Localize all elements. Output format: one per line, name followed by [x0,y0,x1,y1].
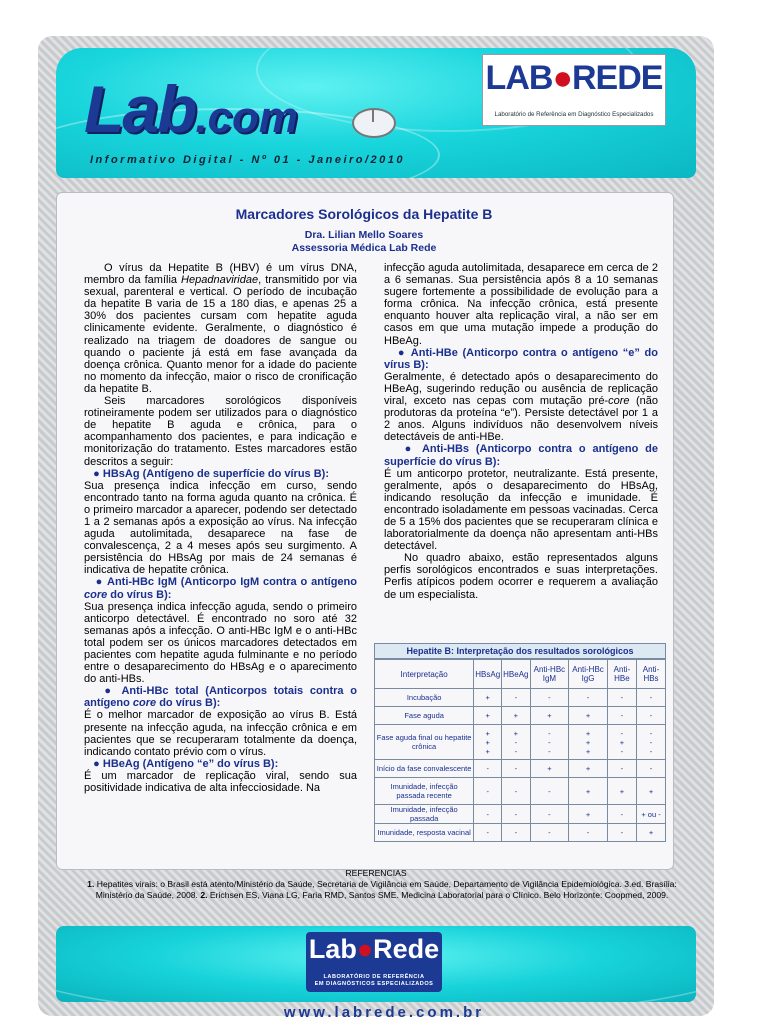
section-heading: ● Anti-HBs (Anticorpo contra o antígeno de superfície do vírus B): [384,443,658,468]
table-cell: + [637,778,666,805]
row-label: Início da fase convalescente [375,760,474,778]
table-cell: - [474,824,502,842]
table-cell: - [637,760,666,778]
author-affiliation: Assessoria Médica Lab Rede [291,242,437,254]
table-cell: + [502,707,530,725]
results-table [374,659,666,842]
section-heading: ● HBeAg (Antígeno “e” do vírus B): [84,757,279,770]
table-cell: + ou - [637,805,666,824]
table-header-row [375,660,666,689]
table-cell: - [530,805,569,824]
table-cell: - [502,778,530,805]
table-header-cell: HBsAg [474,660,502,689]
references [56,868,696,901]
mouse-icon [352,108,396,138]
section-heading: ● Anti-HBe (Anticorpo contra o antígeno “e” do vírus B): [384,346,658,371]
article-author [56,229,672,255]
section-heading: ● HBsAg (Antígeno de superfície do vírus B): [84,467,330,480]
table-cell: - [607,689,636,707]
section-heading: ● Anti-HBc IgM (Anticorpo IgM contra o antígeno core do vírus B): [84,576,357,601]
footer-tagline: LABORATÓRIO DE REFERÊNCIA EM DIAGNÓSTICOS ESPECIALIZADOS [314,974,434,987]
table-row [375,707,666,725]
paragraph: No quadro abaixo, estão representados alguns perfis sorológicos encontrados e suas interpretações. Perfis atípicos podem ocorrer e requerem a avaliação de um especialista. [384,552,658,601]
table-cell: - [502,689,530,707]
author-name: Dra. Lilian Mello Soares [304,229,424,241]
article-title: Marcadores Sorológicos da Hepatite B [235,206,493,222]
table-header-cell: HBeAg [502,660,530,689]
table-cell: + [569,760,607,778]
table-cell: + [607,778,636,805]
row-label: Imunidade, resposta vacinal [375,824,474,842]
table-cell: - [474,778,502,805]
table-cell: - [474,760,502,778]
table-row [375,824,666,842]
paragraph: Sua presença indica infecção em curso, sendo encontrado tanto na forma aguda quanto na crônica. É o primeiro marcador a aparecer, podendo ser detectado 1 a 2 semanas após a exposição ao vírus. Na infecção aguda autolimitada, desaparece na fase de convalescença, 2 a 4 meses após seu surgimento. A persistência do HBsAg por mais de 24 semanas é indicativa de hepatite crônica. [84,479,357,577]
references-body: 1. Hepatites virais: o Brasil está atento/Ministério da Saúde, Secretaria de Vigilância em Saúde, Departamento de Vigilância Epidemiológica. 3.ed. Brasília: Ministério da Saúde, 2008. 2. Erichsen ES, Viana LG, Faria RMD, Santos SME. Medicina Laboratorial para o Clínico. Belo Horizonte: Coopmed, 2009. [87,879,677,900]
table-cell: - [502,760,530,778]
table-row [375,689,666,707]
table-title: Hepatite B: Interpretação dos resultados sorológicos [374,643,666,659]
row-label: Imunidade, infecção passada recente [375,778,474,805]
table-cell: - [530,689,569,707]
table-cell: - [569,824,607,842]
table-row [375,725,666,760]
serology-table [374,643,666,842]
table-row [375,760,666,778]
paragraph: O vírus da Hepatite B (HBV) é um vírus DNA, membro da família Hepadnaviridae, transmitido por via sexual, parenteral e vertical. O período de incubação da hepatite B varia de 15 a 180 dias, e apenas 25 a 30% dos pacientes cursam com hepatite aguda clinicamente evidente. Geralmente, o diagnóstico é realizado na triagem de doadores de sangue ou quando o paciente já está em fase avançada da doença crônica. Quanto menor for a idade do paciente no momento da infecção, maior o risco de cronificação da hepatite B. [84,262,357,395]
table-cell: + - - [502,725,530,760]
table-header-cell: Interpretação [375,660,474,689]
table-cell: - - - [530,725,569,760]
partner-logo: LAB●REDE Laboratório de Referência em Diagnóstico Especializados [482,54,666,126]
table-cell: - [607,824,636,842]
table-cell: + + + [569,725,607,760]
table-cell: - [569,689,607,707]
table-cell: + [569,805,607,824]
paragraph: Geralmente, é detectado após o desaparecimento do HBeAg, sugerindo redução ou ausência de replicação viral, exceto nas cepas com mutação pré-core (não produtoras da proteína “e”). Persiste detectável por 1 a 2 anos. Alguns indivíduos não desenvolvem níveis detectáveis de anti-HBe. [384,370,659,444]
paragraph: infecção aguda autolimitada, desaparece em cerca de 2 a 6 semanas. Sua persistência após 8 a 10 semanas sugere fortemente a possibilidade de evolução para a forma crônica. Na infecção crônica, está presente enquanto houver alta replicação viral, a não ser em casos em que uma mutação impede a produção do HBeAg. [384,262,658,347]
footer-logo-name: Lab●Rede [308,934,440,964]
table-header-cell: Anti-HBs [637,660,666,689]
table-cell: + [569,707,607,725]
table-cell: + [474,689,502,707]
paragraph: É um anticorpo protetor, neutralizante. Está presente, geralmente, após o desaparecimento do HBsAg, indicando resolução da infecção e imunidade. É encontrado isoladamente em pessoas vacinadas. Cerca de 5 a 15% dos pacientes que se recuperaram clínica e laboratorialmente da doença não apresentam anti-HBs detectável. [384,467,658,553]
table-cell: + [474,707,502,725]
table-cell: - [637,707,666,725]
paragraph: Seis marcadores sorológicos disponíveis rotineiramente podem ser utilizados para o diagnóstico de hepatite B aguda e crônica, para o acompanhamento dos pacientes, e para indicação e monitorização do tratamento. Estes marcadores estão descritos a seguir: [84,395,357,468]
table-cell: - [607,707,636,725]
section-heading: ● Anti-HBc total (Anticorpos totais contra o antígeno core do vírus B): [84,685,357,710]
table-cell: + + + [474,725,502,760]
table-cell: - - - [637,725,666,760]
table-cell: - [637,689,666,707]
table-cell: + [637,824,666,842]
partner-tagline: Laboratório de Referência em Diagnóstico Especializados [494,111,654,118]
brand-logo: Lab.com [84,72,299,146]
paragraph: É o melhor marcador de exposição ao vírus B. Está presente na infecção aguda, na infecção crônica e em pacientes que se recuperaram totalmente da doença, indicando contato prévio com o vírus. [84,709,357,758]
table-cell: - [607,805,636,824]
table-header-cell: Anti-HBc IgM [530,660,569,689]
row-label: Incubação [375,689,474,707]
table-cell: - [530,824,569,842]
table-row [375,778,666,805]
table-cell: - [474,805,502,824]
table-cell: - [502,805,530,824]
article-column-right [384,262,658,601]
table-header-cell: Anti-HBe [607,660,636,689]
row-label: Imunidade, infecção passada [375,805,474,824]
table-header-cell: Anti-HBc IgG [569,660,607,689]
table-row [375,805,666,824]
table-cell: - + - [607,725,636,760]
table-cell: - [502,824,530,842]
table-cell: - [607,760,636,778]
row-label: Fase aguda final ou hepatite crônica [375,725,474,760]
table-cell: + [569,778,607,805]
references-title: REFERENCIAS [345,868,407,878]
paragraph: É um marcador de replicação viral, sendo sua positividade indicativa de alta infecciosidade. Na [84,769,357,795]
table-cell: + [530,760,569,778]
newsletter-subtitle: Informativo Digital - Nº 01 - Janeiro/2010 [90,154,406,166]
paragraph: Sua presença indica infecção aguda, sendo o primeiro anticorpo detectável. É encontrado no soro até 32 semanas após a infecção. O anti-HBc IgM e o anti-HBc total podem ser os únicos marcadores detectados em pacientes com hepatite aguda fulminante e no período entre o desaparecimento do HBsAg e o aparecimento do anti-HBs. [84,600,357,686]
article-column-left [84,262,357,794]
table-cell: + [530,707,569,725]
website-link[interactable]: www.labrede.com.br [283,1004,485,1021]
table-cell: - [530,778,569,805]
row-label: Fase aguda [375,707,474,725]
